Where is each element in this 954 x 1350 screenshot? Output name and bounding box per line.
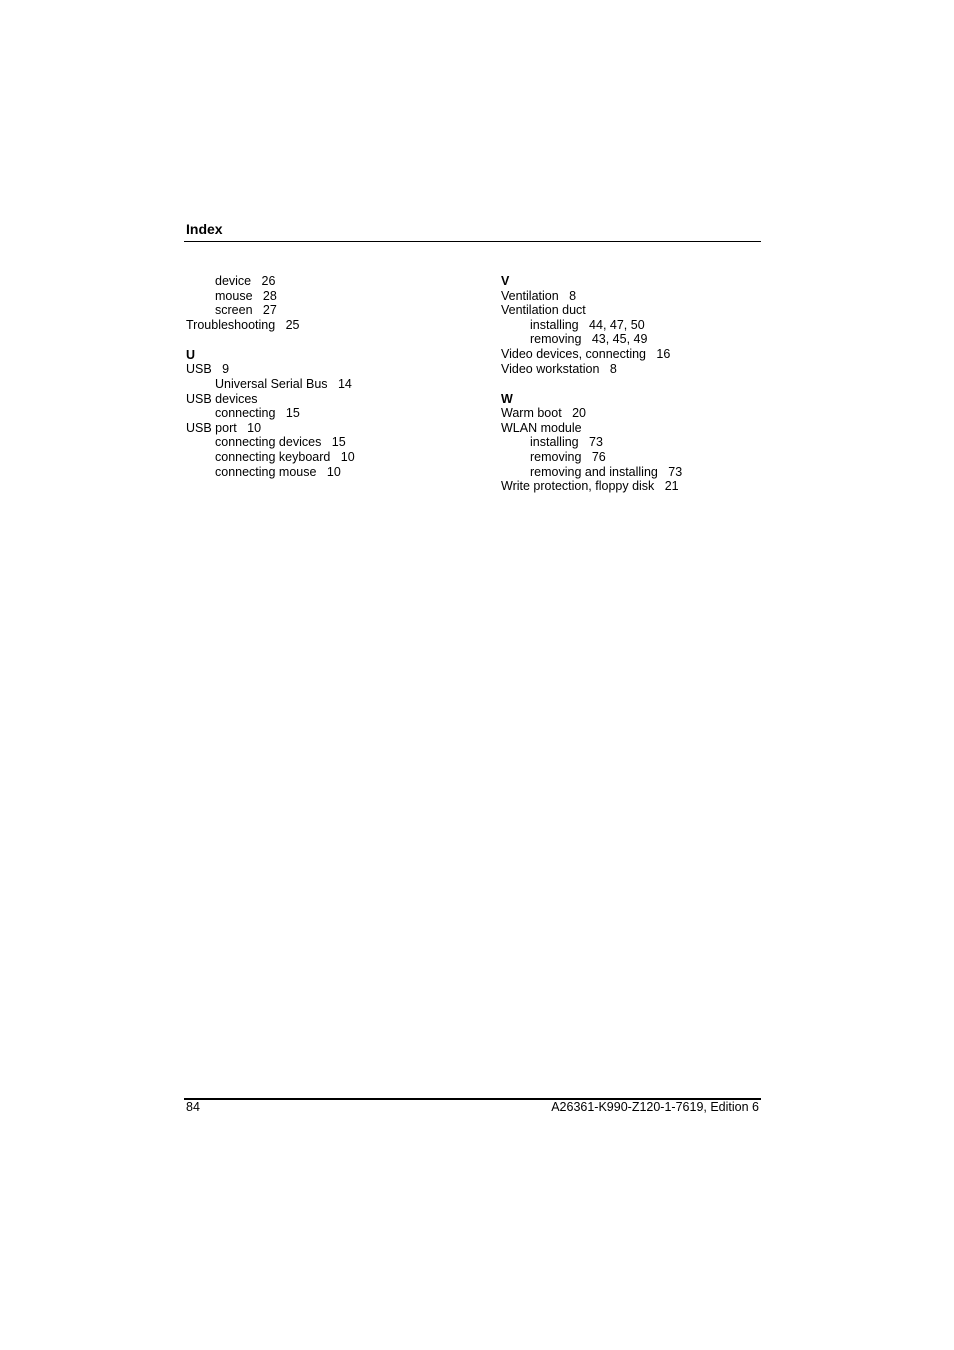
- index-subentry: connecting 15: [215, 406, 300, 421]
- index-entry: WLAN module: [501, 420, 582, 435]
- index-subentry: connecting devices 15: [215, 435, 346, 450]
- index-subentry: removing and installing 73: [530, 464, 683, 479]
- index-subentry: installing 44, 47, 50: [530, 317, 645, 332]
- index-entry: USB devices: [186, 391, 258, 406]
- index-entry: Video devices, connecting 16: [501, 346, 671, 361]
- index-subentry: mouse 28: [215, 288, 277, 303]
- index-letter-heading: W: [501, 391, 513, 406]
- index-subentry: connecting keyboard 10: [215, 449, 355, 464]
- index-entry: Warm boot 20: [501, 406, 586, 421]
- page-number: 84: [186, 1100, 200, 1114]
- group-spacer: [501, 376, 761, 391]
- page-header-title: Index: [186, 221, 223, 237]
- index-entry: Ventilation 8: [501, 288, 577, 303]
- index-entry: Troubleshooting 25: [186, 317, 300, 332]
- group-spacer: [186, 332, 486, 347]
- index-subentry: removing 43, 45, 49: [530, 332, 648, 347]
- index-entry: Ventilation duct: [501, 303, 586, 318]
- document-id: A26361-K990-Z120-1-7619, Edition 6: [551, 1100, 759, 1114]
- index-subentry: removing 76: [530, 449, 606, 464]
- index-subentry: Universal Serial Bus 14: [215, 376, 352, 391]
- index-subentry: installing 73: [530, 435, 603, 450]
- index-subentry: device 26: [215, 274, 276, 288]
- index-letter-heading: U: [186, 347, 196, 362]
- index-subentry: connecting mouse 10: [215, 464, 341, 479]
- index-column-left: [186, 274, 486, 479]
- index-entry: USB port 10: [186, 420, 262, 435]
- index-column-right: [501, 274, 761, 494]
- index-entry: Write protection, floppy disk 21: [501, 479, 679, 494]
- index-entry: Video workstation 8: [501, 361, 617, 376]
- index-letter-heading: V: [501, 274, 510, 288]
- index-entry: USB 9: [186, 362, 230, 377]
- index-subentry: screen 27: [215, 303, 277, 318]
- header-divider: [184, 241, 761, 242]
